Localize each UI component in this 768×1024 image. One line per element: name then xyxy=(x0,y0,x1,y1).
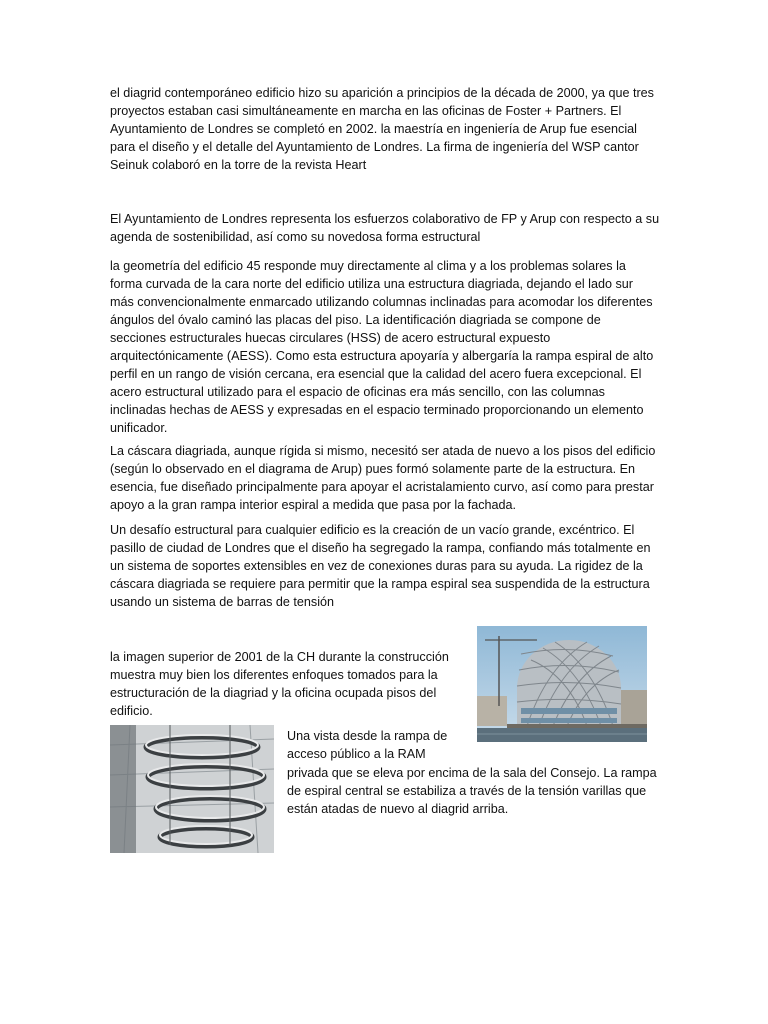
spiral-ramp-photo xyxy=(110,725,274,853)
city-hall-construction-photo xyxy=(477,626,647,742)
paragraph-diagrid-intro: el diagrid contemporáneo edificio hizo su aparición a principios de la década de 2000, ya que tres proyectos estaban casi simultáneamente en marcha en las oficinas de Foster + Partners. El Ayuntamiento de Londres se completó en 2002. la maestría en ingeniería de Arup fue esencial para el diseño y el detalle del Ayuntamiento de Londres. La firma de ingeniería del WSP cantor Seinuk colaboró en la torre de la revista Heart xyxy=(110,86,654,172)
caption-ramp-view-end: privada que se eleva por encima de la sala del Consejo. La rampa de espiral central se estabiliza a través de la tensión varillas que están atadas de nuevo al diagrid arriba. xyxy=(287,766,657,816)
caption-building-construction: la imagen superior de 2001 de la CH durante la construcción muestra muy bien los diferentes enfoques tomados para la estructuración de la diagriad y la oficina ocupada pisos del edificio. xyxy=(110,650,449,718)
caption-ramp-view-start: Una vista desde la rampa de acceso público a la RAM xyxy=(287,729,448,761)
paragraph-geometry: la geometría del edificio 45 responde muy directamente al clima y a los problemas solares la forma curvada de la cara norte del edificio utiliza una estructura diagriada, dejando el lado sur más convencionalmente enmarcado utilizando columnas inclinadas para acomodar los diferentes ángulos del óvalo caminó las placas del piso. La identificación diagriada se compone de secciones estructurales huecas circulares (HSS) de acero estructural expuesto arquitectónicamente (AESS). Como esta estructura apoyaría y albergaría la rampa espiral de alto perfil en un rango de visión cercana, era esencial que la calidad del acero fuera excepcional. El acero estructural utilizado para el espacio de oficinas era más sencillo, con las columnas inclinadas hechas de AESS y expresadas en el espacio terminado proporcionando un elemento unificador. xyxy=(110,259,654,435)
paragraph-diagrid-shell: La cáscara diagriada, aunque rígida si mismo, necesitó ser atada de nuevo a los pisos del edificio (según lo observado en el diagrama de Arup) pues formó solamente parte de la estructura. En esencia, fue diseñado principalmente para apoyar el acristalamiento curvo, así como para prestar apoyo a la gran rampa interior espiral a medida que pasa por la fachada. xyxy=(110,444,656,512)
paragraph-structural-challenge: Un desafío estructural para cualquier edificio es la creación de un vacío grande, excéntrico. El pasillo de ciudad de Londres que el diseño ha segregado la rampa, confiando más totalmente en un sistema de soportes extensibles en vez de conexiones duras para su ayuda. La rigidez de la cáscara diagriada se requiere para permitir que la rampa espiral sea suspendida de la estructura usando un sistema de barras de tensión xyxy=(110,523,651,609)
paragraph-collaboration: El Ayuntamiento de Londres representa los esfuerzos colaborativo de FP y Arup con respecto a su agenda de sostenibilidad, así como su novedosa forma estructural xyxy=(110,212,660,244)
